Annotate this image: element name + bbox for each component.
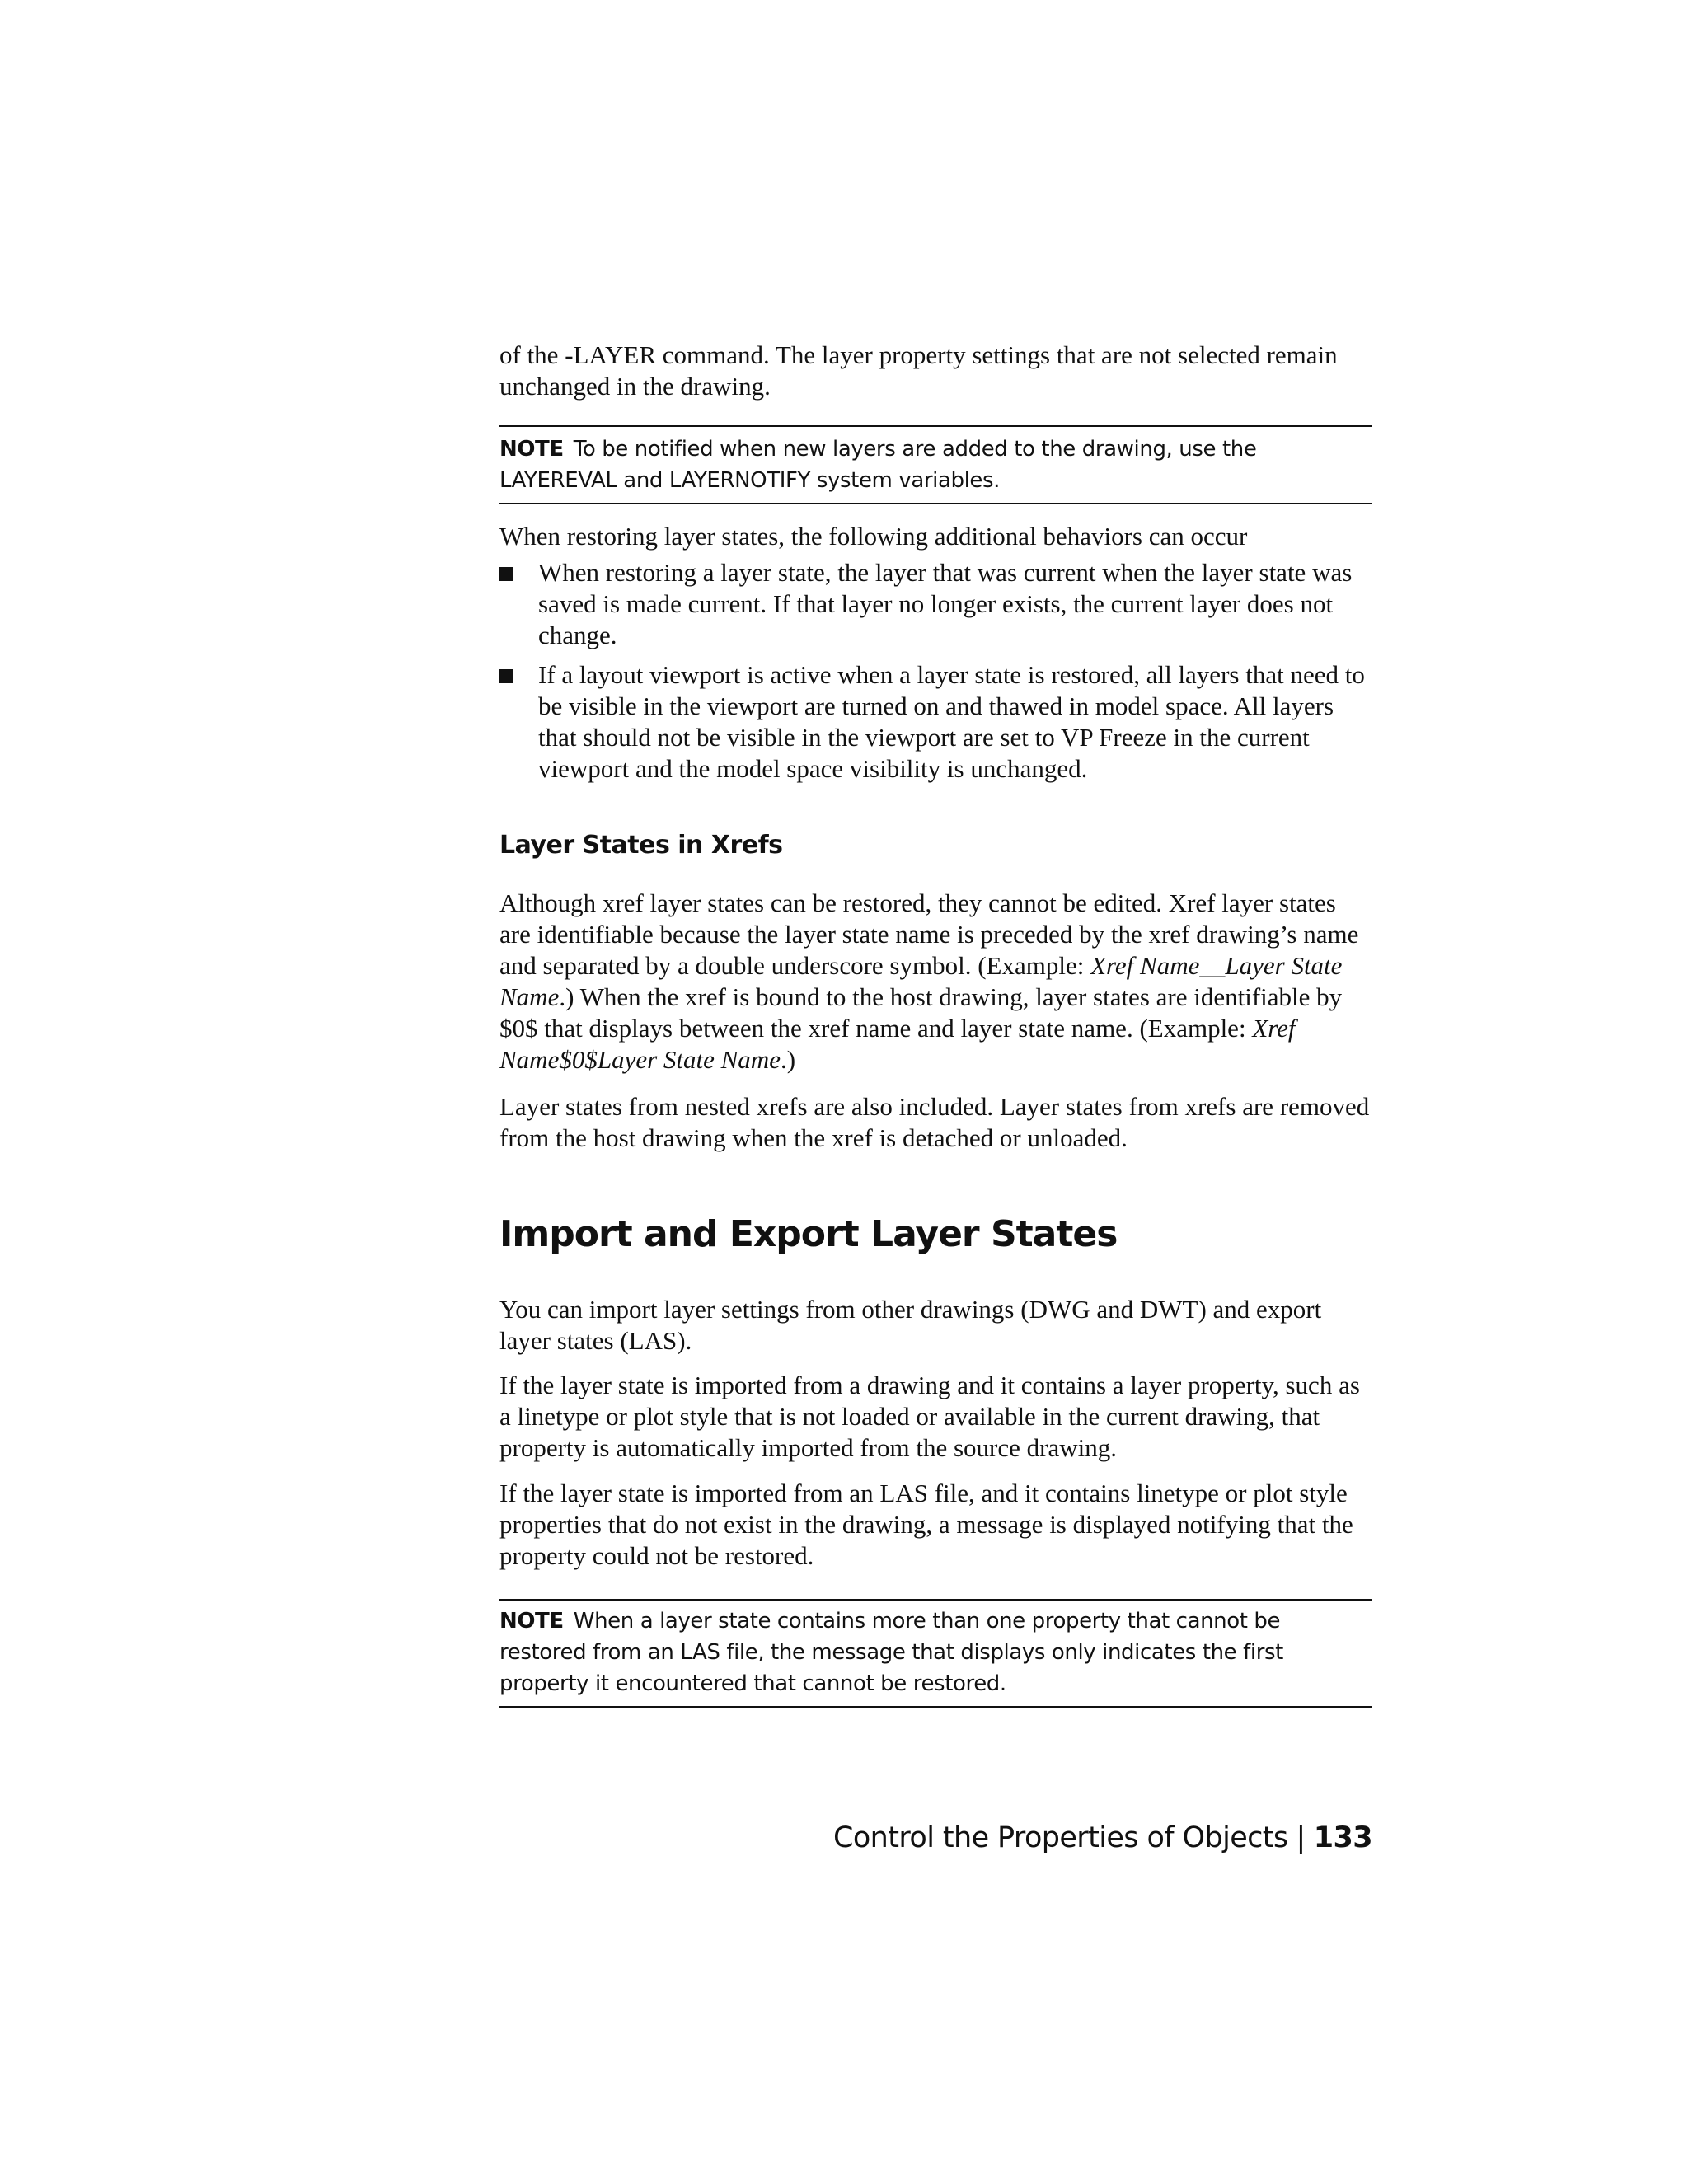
- note-body: To be notified when new layers are added to the drawing, use the LAYEREVAL and LAYERNOTIFY system variables.: [499, 437, 1257, 493]
- list-item: [499, 659, 1373, 785]
- intro-paragraph: [499, 340, 1373, 402]
- section-subheading: Layer States in Xrefs: [499, 831, 783, 860]
- note-box-layereval: [499, 425, 1372, 504]
- list-item: [499, 557, 1373, 651]
- xref-paragraph-text: Layer states from nested xrefs are also included. Layer states from xrefs are removed from the host drawing when the xref is detached or unloaded.: [499, 1092, 1370, 1152]
- note-label: NOTE: [499, 1609, 564, 1633]
- paragraph-text: If the layer state is imported from a drawing and it contains a layer property, such as a linetype or plot style that is not loaded or available in the current drawing, that property is automatically imported from the source drawing.: [499, 1371, 1360, 1462]
- xref-paragraph-1: [499, 888, 1373, 1076]
- restore-intro-text: When restoring layer states, the following additional behaviors can occur: [499, 522, 1248, 551]
- import-export-paragraph-3: [499, 1478, 1373, 1572]
- text-run: Although xref layer states can be restored, they cannot be edited. Xref layer states are identifiable because the layer state name is preceded by the xref drawing’s name and separated by a double underscore symbol. (Example:: [499, 888, 1359, 980]
- import-export-paragraph-2: [499, 1370, 1373, 1464]
- page-footer: [833, 1820, 1372, 1856]
- section-heading: Import and Export Layer States: [499, 1213, 1118, 1255]
- example-name-italic: Xref Name$0$Layer State Name: [499, 1014, 1296, 1074]
- restore-intro-paragraph: [499, 521, 1373, 552]
- square-bullet-icon: [499, 669, 513, 683]
- xref-paragraph-text: [499, 888, 1373, 1076]
- xref-paragraph-2: [499, 1091, 1373, 1154]
- list-item-text: When restoring a layer state, the layer that was current when the layer state was saved is made current. If that layer no longer exists, the current layer does not change.: [538, 558, 1353, 649]
- note-body: When a layer state contains more than one property that cannot be restored from an LAS file, the message that displays only indicates the first property it encountered that cannot be restored.: [499, 1609, 1283, 1696]
- paragraph-text: If the layer state is imported from an LAS file, and it contains linetype or plot style properties that do not exist in the drawing, a message is displayed notifying that the property could not be restored.: [499, 1479, 1353, 1570]
- import-export-paragraph-1: [499, 1294, 1373, 1357]
- note-text: [499, 434, 1372, 496]
- paragraph-text: You can import layer settings from other drawings (DWG and DWT) and export layer states (LAS).: [499, 1295, 1322, 1355]
- text-run: .) When the xref is bound to the host drawing, layer states are identifiable by $0$ that displays between the xref name and layer state name. (Example:: [499, 982, 1343, 1043]
- intro-text: of the -LAYER command. The layer property settings that are not selected remain unchanged in the drawing.: [499, 340, 1338, 401]
- restore-behaviors-list: [499, 557, 1373, 785]
- note-text: [499, 1605, 1372, 1699]
- note-label: NOTE: [499, 437, 564, 462]
- footer-separator: |: [1296, 1821, 1306, 1854]
- page-number: 133: [1313, 1821, 1372, 1854]
- example-name-italic: Xref Name__Layer State Name: [499, 951, 1343, 1011]
- list-item-text: If a layout viewport is active when a layer state is restored, all layers that need to be visible in the viewport are turned on and thawed in model space. All layers that should not be visible in the viewport are set to VP Freeze in the current viewport and the model space visibility is unchanged.: [538, 660, 1365, 783]
- square-bullet-icon: [499, 567, 513, 581]
- note-box-las-file: [499, 1599, 1372, 1708]
- footer-section-title: Control the Properties of Objects: [833, 1821, 1288, 1854]
- text-run: .): [780, 1045, 796, 1074]
